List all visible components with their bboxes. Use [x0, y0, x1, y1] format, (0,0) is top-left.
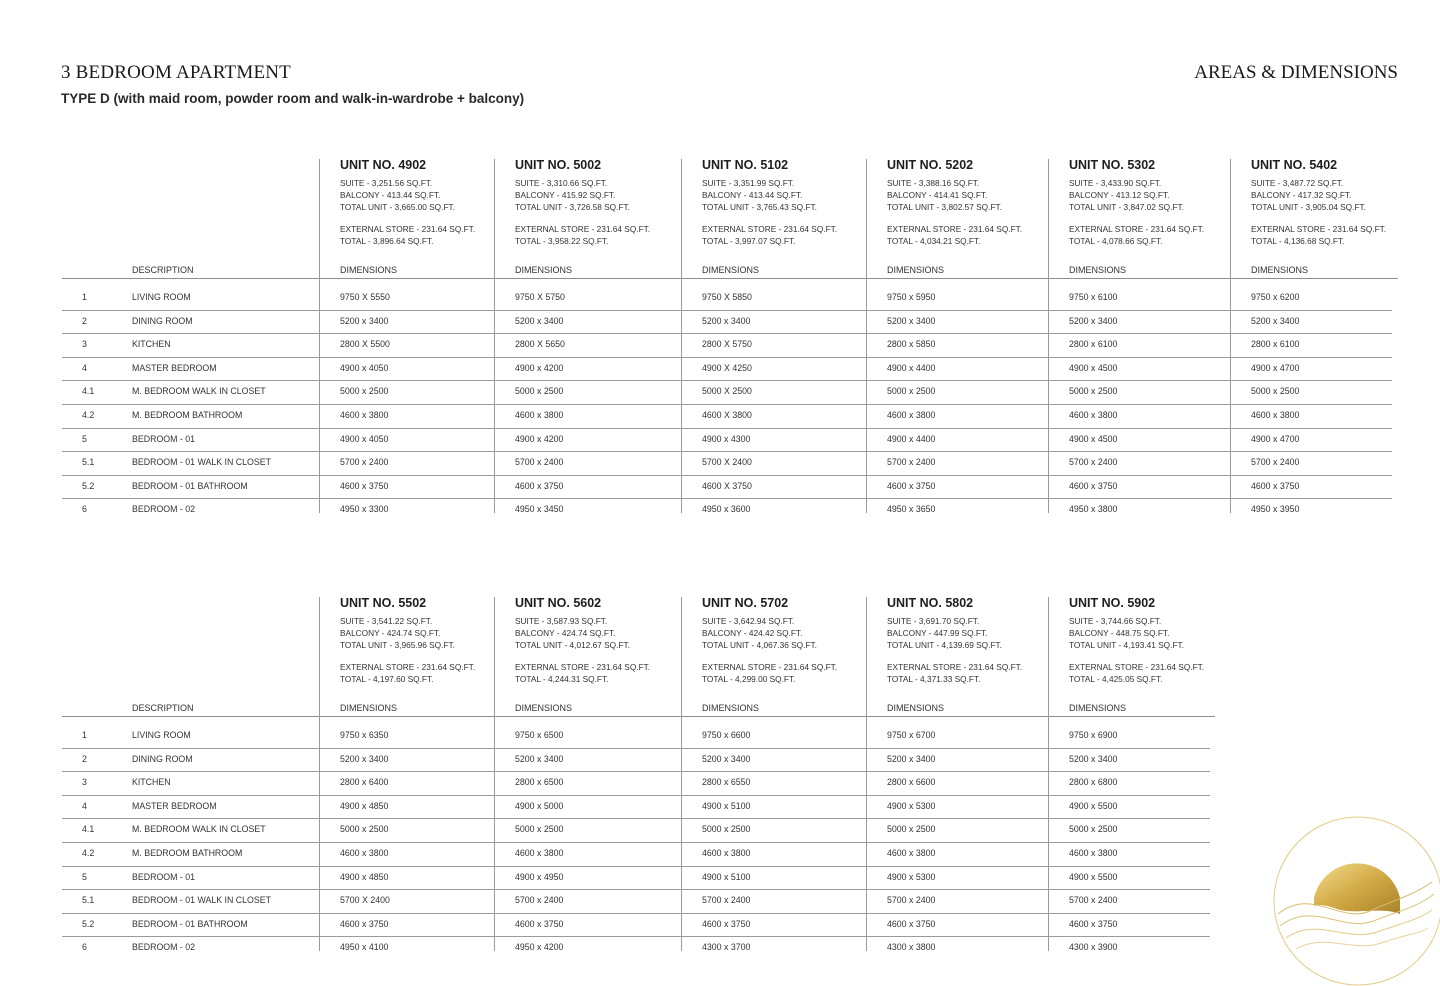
- room-number: 3: [82, 339, 87, 350]
- table-row: [62, 819, 1210, 843]
- spacer: [340, 213, 475, 223]
- room-dimension: 4600 x 3750: [340, 480, 389, 491]
- room-dimension: 5200 x 3400: [515, 753, 564, 764]
- room-dimension: 2800 x 6100: [1251, 339, 1300, 350]
- room-description: KITCHEN: [132, 777, 171, 788]
- room-dimension: 4900 x 4700: [1251, 362, 1300, 373]
- room-dimension: 2800 X 5650: [515, 339, 565, 350]
- table-row: [62, 311, 1392, 335]
- room-dimension: 4900 x 4400: [887, 433, 936, 444]
- unit-total-unit: TOTAL UNIT - 3,726.58 SQ.FT.: [515, 202, 630, 212]
- room-dimension: 2800 x 5850: [887, 339, 936, 350]
- page-subtitle: TYPE D (with maid room, powder room and walk-in-wardrobe + balcony): [61, 91, 525, 106]
- room-dimension: 4600 x 3750: [340, 918, 389, 929]
- room-dimension: 4600 x 3800: [340, 847, 389, 858]
- room-dimension: 4950 x 3950: [1251, 504, 1300, 515]
- room-dimension: 9750 X 5550: [340, 292, 390, 302]
- room-dimension: 4900 x 4200: [515, 362, 564, 373]
- room-number: 2: [82, 315, 87, 326]
- unit-balcony: BALCONY - 424.74 SQ.FT.: [340, 628, 441, 638]
- table-row: [62, 499, 1392, 523]
- room-dimension: 4600 x 3800: [702, 847, 751, 858]
- room-dimension: 4900 x 4700: [1251, 433, 1300, 444]
- unit-external: EXTERNAL STORE - 231.64 SQ.FT.: [887, 662, 1023, 672]
- unit-total-unit: TOTAL UNIT - 3,802.57 SQ.FT.: [887, 202, 1002, 212]
- room-description: BEDROOM - 01: [132, 871, 196, 882]
- unit-total: TOTAL - 3,958.22 SQ.FT.: [515, 236, 609, 246]
- dimensions-header: DIMENSIONS: [887, 265, 945, 275]
- room-dimension: 4900 x 5000: [515, 800, 564, 811]
- room-dimension: 2800 x 6400: [340, 777, 389, 788]
- room-number: 5.2: [82, 480, 95, 491]
- room-description: BEDROOM - 02: [132, 942, 196, 953]
- room-number: 2: [82, 753, 87, 764]
- unit-balcony: BALCONY - 413.44 SQ.FT.: [702, 190, 803, 200]
- unit-total-unit: TOTAL UNIT - 3,965.96 SQ.FT.: [340, 640, 455, 650]
- unit-area-info: [1069, 177, 1204, 247]
- unit-total-unit: TOTAL UNIT - 4,067.36 SQ.FT.: [702, 640, 817, 650]
- room-dimension: 5000 x 2500: [515, 824, 564, 835]
- room-number: 1: [82, 730, 87, 740]
- room-dimension: 4600 x 3800: [887, 847, 936, 858]
- room-dimension: 4900 x 4050: [340, 362, 389, 373]
- unit-balcony: BALCONY - 424.74 SQ.FT.: [515, 628, 616, 638]
- table-row: [62, 358, 1392, 382]
- room-dimension: 5200 x 3400: [340, 753, 389, 764]
- header-divider: [62, 716, 1215, 717]
- unit-external: EXTERNAL STORE - 231.64 SQ.FT.: [340, 662, 476, 672]
- room-number: 4.1: [82, 824, 95, 835]
- unit-area-info: [340, 615, 475, 685]
- room-dimension: 5200 x 3400: [887, 753, 936, 764]
- room-dimension: 5000 x 2500: [340, 824, 389, 835]
- table-row: [62, 749, 1210, 773]
- room-dimension: 4900 x 5300: [887, 800, 936, 811]
- unit-area-info: [702, 177, 837, 247]
- room-number: 5: [82, 871, 87, 882]
- unit-total: TOTAL - 4,034.21 SQ.FT.: [887, 236, 981, 246]
- room-number: 4.2: [82, 409, 95, 420]
- room-number: 5.2: [82, 918, 95, 929]
- room-dimension: 5700 x 2400: [702, 895, 751, 906]
- column-divider: [866, 159, 867, 513]
- spacer: [340, 651, 475, 661]
- room-dimension: 5000 x 2500: [1251, 386, 1300, 397]
- room-dimension: 4600 x 3750: [1069, 480, 1118, 491]
- room-dimension: 5000 x 2500: [887, 824, 936, 835]
- room-number: 3: [82, 777, 87, 788]
- room-dimension: 5200 x 3400: [702, 315, 751, 326]
- unit-total: TOTAL - 3,997.07 SQ.FT.: [702, 236, 796, 246]
- room-dimension: 5700 X 2400: [702, 457, 752, 468]
- room-description: MASTER BEDROOM: [132, 362, 217, 373]
- unit-name: UNIT NO. 4902: [340, 158, 427, 172]
- dimensions-header: DIMENSIONS: [887, 703, 945, 713]
- room-dimension: 4300 x 3700: [702, 942, 751, 953]
- room-dimension: 5700 x 2400: [515, 895, 564, 906]
- unit-total: TOTAL - 3,896.64 SQ.FT.: [340, 236, 434, 246]
- room-description: M. BEDROOM WALK IN CLOSET: [132, 386, 266, 397]
- unit-external: EXTERNAL STORE - 231.64 SQ.FT.: [887, 224, 1023, 234]
- room-dimension: 4600 x 3800: [340, 409, 389, 420]
- room-dimension: 5000 x 2500: [515, 386, 564, 397]
- unit-suite: SUITE - 3,251.56 SQ.FT.: [340, 178, 433, 188]
- room-dimension: 5700 x 2400: [1251, 457, 1300, 468]
- unit-name: UNIT NO. 5402: [1251, 158, 1338, 172]
- dimensions-header: DIMENSIONS: [340, 703, 398, 713]
- unit-external: EXTERNAL STORE - 231.64 SQ.FT.: [1069, 224, 1205, 234]
- room-dimension: 4950 x 3300: [340, 504, 389, 515]
- table-row: [62, 937, 1210, 961]
- unit-total: TOTAL - 4,299.00 SQ.FT.: [702, 674, 796, 684]
- room-dimension: 9750 x 6100: [1069, 292, 1118, 302]
- room-dimension: 4600 x 3800: [1251, 409, 1300, 420]
- room-description: BEDROOM - 01: [132, 433, 196, 444]
- column-divider: [1230, 159, 1231, 513]
- room-dimension: 5200 x 3400: [702, 753, 751, 764]
- dimensions-table-2: [62, 595, 1215, 953]
- unit-total-unit: TOTAL UNIT - 4,139.69 SQ.FT.: [887, 640, 1002, 650]
- unit-total-unit: TOTAL UNIT - 3,765.43 SQ.FT.: [702, 202, 817, 212]
- room-description: M. BEDROOM BATHROOM: [132, 847, 243, 858]
- unit-suite: SUITE - 3,351.99 SQ.FT.: [702, 178, 795, 188]
- room-dimension: 4600 x 3750: [887, 918, 936, 929]
- room-description: BEDROOM - 01 BATHROOM: [132, 918, 248, 929]
- unit-external: EXTERNAL STORE - 231.64 SQ.FT.: [515, 224, 651, 234]
- unit-total-unit: TOTAL UNIT - 3,905.04 SQ.FT.: [1251, 202, 1366, 212]
- unit-name: UNIT NO. 5002: [515, 158, 602, 172]
- unit-area-info: [1069, 615, 1204, 685]
- unit-name: UNIT NO. 5102: [702, 158, 789, 172]
- description-header: DESCRIPTION: [132, 265, 194, 275]
- unit-balcony: BALCONY - 447.99 SQ.FT.: [887, 628, 988, 638]
- room-dimension: 4950 x 3450: [515, 504, 564, 515]
- unit-external: EXTERNAL STORE - 231.64 SQ.FT.: [702, 224, 838, 234]
- room-dimension: 4600 x 3800: [887, 409, 936, 420]
- room-dimension: 9750 x 6600: [702, 730, 751, 740]
- unit-balcony: BALCONY - 415.92 SQ.FT.: [515, 190, 616, 200]
- room-dimension: 4600 x 3800: [515, 409, 564, 420]
- spacer: [515, 213, 650, 223]
- unit-name: UNIT NO. 5702: [702, 596, 789, 610]
- room-dimension: 5700 x 2400: [887, 895, 936, 906]
- room-dimension: 4900 x 5100: [702, 800, 751, 811]
- unit-balcony: BALCONY - 424.42 SQ.FT.: [702, 628, 803, 638]
- unit-total: TOTAL - 4,371.33 SQ.FT.: [887, 674, 981, 684]
- room-number: 4.1: [82, 386, 95, 397]
- unit-external: EXTERNAL STORE - 231.64 SQ.FT.: [702, 662, 838, 672]
- table-row: [62, 476, 1392, 500]
- dimensions-header: DIMENSIONS: [515, 265, 573, 275]
- column-divider: [319, 597, 320, 951]
- room-description: BEDROOM - 01 BATHROOM: [132, 480, 248, 491]
- room-dimension: 5000 x 2500: [1069, 386, 1118, 397]
- room-dimension: 9750 X 5850: [702, 292, 752, 302]
- room-dimension: 4600 x 3750: [702, 918, 751, 929]
- room-dimension: 4300 x 3900: [1069, 942, 1118, 953]
- spacer: [887, 651, 1022, 661]
- room-description: M. BEDROOM BATHROOM: [132, 409, 243, 420]
- unit-suite: SUITE - 3,433.90 SQ.FT.: [1069, 178, 1162, 188]
- header-divider: [62, 278, 1398, 279]
- unit-balcony: BALCONY - 414.41 SQ.FT.: [887, 190, 988, 200]
- room-number: 6: [82, 942, 87, 953]
- room-dimension: 2800 x 6100: [1069, 339, 1118, 350]
- room-description: M. BEDROOM WALK IN CLOSET: [132, 824, 266, 835]
- room-description: LIVING ROOM: [132, 292, 191, 302]
- spacer: [702, 651, 837, 661]
- table-header: [62, 595, 1215, 716]
- room-dimension: 4600 x 3800: [1069, 409, 1118, 420]
- room-dimension: 2800 X 5750: [702, 339, 752, 350]
- room-dimension: 9750 x 5950: [887, 292, 936, 302]
- unit-total-unit: TOTAL UNIT - 4,193.41 SQ.FT.: [1069, 640, 1184, 650]
- room-dimension: 4900 x 5300: [887, 871, 936, 882]
- unit-total: TOTAL - 4,425.05 SQ.FT.: [1069, 674, 1163, 684]
- unit-name: UNIT NO. 5502: [340, 596, 427, 610]
- room-dimension: 2800 X 5500: [340, 339, 390, 350]
- room-dimension: 4600 x 3750: [1251, 480, 1300, 491]
- page-title: 3 BEDROOM APARTMENT: [61, 62, 291, 83]
- room-dimension: 5700 x 2400: [1069, 457, 1118, 468]
- room-number: 4: [82, 800, 87, 811]
- description-header: DESCRIPTION: [132, 703, 194, 713]
- column-divider: [1048, 159, 1049, 513]
- unit-area-info: [702, 615, 837, 685]
- unit-external: EXTERNAL STORE - 231.64 SQ.FT.: [340, 224, 476, 234]
- room-dimension: 4900 x 4950: [515, 871, 564, 882]
- room-dimension: 9750 x 6500: [515, 730, 564, 740]
- room-dimension: 4950 x 3600: [702, 504, 751, 515]
- unit-suite: SUITE - 3,487.72 SQ.FT.: [1251, 178, 1344, 188]
- room-dimension: 2800 x 6550: [702, 777, 751, 788]
- room-dimension: 4900 x 4050: [340, 433, 389, 444]
- unit-suite: SUITE - 3,744.66 SQ.FT.: [1069, 616, 1162, 626]
- column-divider: [319, 159, 320, 513]
- room-dimension: 5200 x 3400: [1069, 315, 1118, 326]
- unit-total: TOTAL - 4,197.60 SQ.FT.: [340, 674, 434, 684]
- spacer: [515, 651, 650, 661]
- unit-area-info: [515, 615, 650, 685]
- unit-area-info: [1251, 177, 1386, 247]
- room-description: MASTER BEDROOM: [132, 800, 217, 811]
- room-dimension: 4900 X 4250: [702, 362, 752, 373]
- unit-total-unit: TOTAL UNIT - 3,665.00 SQ.FT.: [340, 202, 455, 212]
- column-divider: [494, 159, 495, 513]
- room-dimension: 5200 x 3400: [515, 315, 564, 326]
- room-dimension: 4600 x 3750: [515, 480, 564, 491]
- room-number: 6: [82, 504, 87, 515]
- room-dimension: 4900 x 4850: [340, 871, 389, 882]
- room-dimension: 5000 X 2500: [702, 386, 752, 397]
- spacer: [702, 213, 837, 223]
- unit-name: UNIT NO. 5202: [887, 158, 974, 172]
- spacer: [1069, 213, 1204, 223]
- unit-total: TOTAL - 4,244.31 SQ.FT.: [515, 674, 609, 684]
- sun-over-waves-icon: [1272, 816, 1440, 986]
- unit-suite: SUITE - 3,642.94 SQ.FT.: [702, 616, 795, 626]
- room-dimension: 5200 x 3400: [340, 315, 389, 326]
- dimensions-header: DIMENSIONS: [702, 703, 760, 713]
- room-dimension: 9750 X 5750: [515, 292, 565, 302]
- unit-balcony: BALCONY - 448.75 SQ.FT.: [1069, 628, 1170, 638]
- column-divider: [681, 159, 682, 513]
- unit-total-unit: TOTAL UNIT - 4,012.67 SQ.FT.: [515, 640, 630, 650]
- room-dimension: 9750 x 6200: [1251, 292, 1300, 302]
- room-dimension: 4900 x 4500: [1069, 433, 1118, 444]
- table-row: [62, 772, 1210, 796]
- spacer: [1251, 213, 1386, 223]
- room-description: KITCHEN: [132, 339, 171, 350]
- unit-suite: SUITE - 3,587.93 SQ.FT.: [515, 616, 608, 626]
- unit-suite: SUITE - 3,541.22 SQ.FT.: [340, 616, 433, 626]
- room-dimension: 4600 x 3750: [1069, 918, 1118, 929]
- room-dimension: 4900 x 4500: [1069, 362, 1118, 373]
- room-dimension: 4600 x 3800: [1069, 847, 1118, 858]
- unit-balcony: BALCONY - 413.12 SQ.FT.: [1069, 190, 1170, 200]
- room-dimension: 4950 x 3800: [1069, 504, 1118, 515]
- room-number: 4: [82, 362, 87, 373]
- room-dimension: 2800 x 6800: [1069, 777, 1118, 788]
- table-row: [62, 429, 1392, 453]
- room-dimension: 9750 x 6350: [340, 730, 389, 740]
- column-divider: [494, 597, 495, 951]
- unit-external: EXTERNAL STORE - 231.64 SQ.FT.: [1251, 224, 1387, 234]
- unit-area-info: [515, 177, 650, 247]
- dimensions-table-1: [62, 157, 1398, 515]
- room-dimension: 5000 x 2500: [702, 824, 751, 835]
- room-dimension: 4900 x 4200: [515, 433, 564, 444]
- room-dimension: 4600 X 3750: [702, 480, 752, 491]
- unit-balcony: BALCONY - 413.44 SQ.FT.: [340, 190, 441, 200]
- room-dimension: 4900 x 4300: [702, 433, 751, 444]
- table-row: [62, 334, 1392, 358]
- table-row: [62, 287, 1392, 311]
- table-row: [62, 914, 1210, 938]
- room-number: 5: [82, 433, 87, 444]
- room-dimension: 5000 x 2500: [1069, 824, 1118, 835]
- unit-name: UNIT NO. 5802: [887, 596, 974, 610]
- room-description: DINING ROOM: [132, 753, 193, 764]
- unit-total-unit: TOTAL UNIT - 3,847.02 SQ.FT.: [1069, 202, 1184, 212]
- room-dimension: 4600 X 3800: [702, 409, 752, 420]
- unit-area-info: [887, 615, 1022, 685]
- room-dimension: 4600 x 3750: [887, 480, 936, 491]
- room-dimension: 9750 x 6900: [1069, 730, 1118, 740]
- table-row: [62, 405, 1392, 429]
- dimensions-header: DIMENSIONS: [1069, 265, 1127, 275]
- room-dimension: 2800 x 6600: [887, 777, 936, 788]
- room-dimension: 5000 x 2500: [340, 386, 389, 397]
- unit-suite: SUITE - 3,691.70 SQ.FT.: [887, 616, 980, 626]
- room-number: 4.2: [82, 847, 95, 858]
- table-row: [62, 381, 1392, 405]
- table-row: [62, 890, 1210, 914]
- room-description: BEDROOM - 02: [132, 504, 196, 515]
- unit-name: UNIT NO. 5902: [1069, 596, 1156, 610]
- room-dimension: 4900 x 5500: [1069, 800, 1118, 811]
- room-description: BEDROOM - 01 WALK IN CLOSET: [132, 457, 271, 468]
- table-header: [62, 157, 1398, 278]
- table-row: [62, 867, 1210, 891]
- room-description: DINING ROOM: [132, 315, 193, 326]
- dimensions-header: DIMENSIONS: [340, 265, 398, 275]
- room-dimension: 4900 x 4850: [340, 800, 389, 811]
- room-description: LIVING ROOM: [132, 730, 191, 740]
- column-divider: [681, 597, 682, 951]
- room-dimension: 4900 x 5100: [702, 871, 751, 882]
- table-row: [62, 452, 1392, 476]
- dimensions-header: DIMENSIONS: [702, 265, 760, 275]
- spacer: [887, 213, 1022, 223]
- unit-name: UNIT NO. 5602: [515, 596, 602, 610]
- unit-balcony: BALCONY - 417.32 SQ.FT.: [1251, 190, 1352, 200]
- room-number: 5.1: [82, 895, 95, 906]
- column-divider: [1048, 597, 1049, 951]
- room-number: 1: [82, 292, 87, 302]
- unit-area-info: [887, 177, 1022, 247]
- table-body: [62, 725, 1210, 961]
- room-dimension: 4600 x 3800: [515, 847, 564, 858]
- room-dimension: 5200 x 3400: [887, 315, 936, 326]
- room-dimension: 5700 X 2400: [340, 895, 390, 906]
- room-dimension: 4300 x 3800: [887, 942, 936, 953]
- unit-suite: SUITE - 3,310.66 SQ.FT.: [515, 178, 608, 188]
- dimensions-header: DIMENSIONS: [1251, 265, 1309, 275]
- unit-total: TOTAL - 4,078.66 SQ.FT.: [1069, 236, 1163, 246]
- room-dimension: 2800 x 6500: [515, 777, 564, 788]
- table-body: [62, 287, 1392, 523]
- unit-external: EXTERNAL STORE - 231.64 SQ.FT.: [515, 662, 651, 672]
- room-description: BEDROOM - 01 WALK IN CLOSET: [132, 895, 271, 906]
- unit-total: TOTAL - 4,136.68 SQ.FT.: [1251, 236, 1345, 246]
- unit-suite: SUITE - 3,388.16 SQ.FT.: [887, 178, 980, 188]
- room-dimension: 5200 x 3400: [1251, 315, 1300, 326]
- section-title: AREAS & DIMENSIONS: [1194, 62, 1398, 83]
- dimensions-header: DIMENSIONS: [1069, 703, 1127, 713]
- room-dimension: 5700 x 2400: [1069, 895, 1118, 906]
- room-dimension: 5700 x 2400: [515, 457, 564, 468]
- spacer: [1069, 651, 1204, 661]
- room-dimension: 5000 x 2500: [887, 386, 936, 397]
- room-dimension: 4950 x 4200: [515, 942, 564, 953]
- room-dimension: 4600 x 3750: [515, 918, 564, 929]
- unit-area-info: [340, 177, 475, 247]
- room-dimension: 4900 x 5500: [1069, 871, 1118, 882]
- column-divider: [866, 597, 867, 951]
- room-number: 5.1: [82, 457, 95, 468]
- unit-name: UNIT NO. 5302: [1069, 158, 1156, 172]
- table-row: [62, 796, 1210, 820]
- room-dimension: 5700 x 2400: [887, 457, 936, 468]
- table-row: [62, 843, 1210, 867]
- room-dimension: 9750 x 6700: [887, 730, 936, 740]
- room-dimension: 4950 x 3650: [887, 504, 936, 515]
- room-dimension: 4950 x 4100: [340, 942, 389, 953]
- room-dimension: 5700 x 2400: [340, 457, 389, 468]
- unit-external: EXTERNAL STORE - 231.64 SQ.FT.: [1069, 662, 1205, 672]
- room-dimension: 5200 x 3400: [1069, 753, 1118, 764]
- room-dimension: 4900 x 4400: [887, 362, 936, 373]
- table-row: [62, 725, 1210, 749]
- dimensions-header: DIMENSIONS: [515, 703, 573, 713]
